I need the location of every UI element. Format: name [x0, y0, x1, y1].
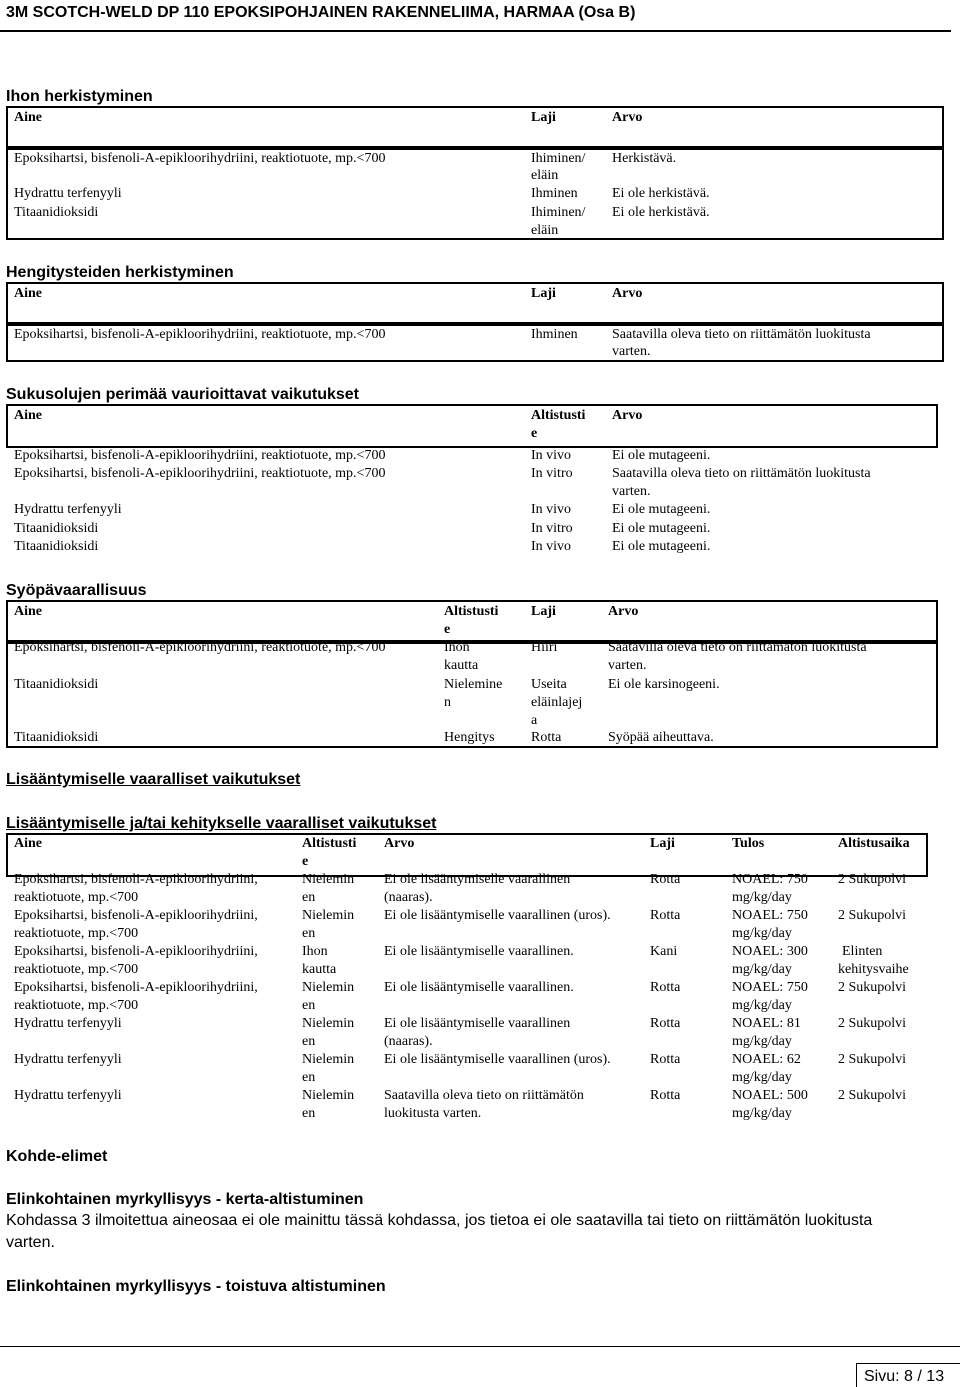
reproductive-row-tulos: NOAEL: 500: [732, 1088, 808, 1103]
reproductive-row-laji: Rotta: [650, 908, 681, 923]
reproductive-col-altistus: e: [302, 854, 309, 869]
single-exposure-text: varten.: [6, 1234, 55, 1251]
reproductive-row-altistus: Ihon: [302, 944, 328, 959]
reproductive-row-altistus: en: [302, 890, 316, 905]
reproductive-row-laji: Rotta: [650, 1088, 681, 1103]
reproductive-row-arvo: Ei ole lisääntymiselle vaarallinen: [384, 1016, 571, 1031]
carcinogenicity-row-altistus: Hengitys: [444, 730, 495, 745]
reproductive-row-tulos: mg/kg/day: [732, 962, 792, 977]
reproductive-row-altistus: en: [302, 998, 316, 1013]
carcinogenicity-row-arvo: Ei ole karsinogeeni.: [608, 677, 720, 692]
reproductive-row-altistus: Nielemin: [302, 1052, 355, 1067]
reproductive-row-aine: Epoksihartsi, bisfenoli-A-epikloorihydriini,: [14, 908, 258, 923]
skin-row-arvo: Ei ole herkistävä.: [612, 186, 710, 201]
reproductive-row-aine: reaktiotuote, mp.<700: [14, 962, 139, 977]
mutagenicity-col-altistus: e: [531, 426, 538, 441]
carcinogenicity-col-altistus: e: [444, 622, 451, 637]
skin-row-arvo: Ei ole herkistävä.: [612, 205, 710, 220]
skin-col-laji: Laji: [531, 110, 556, 125]
reproductive-row-arvo: Ei ole lisääntymiselle vaarallinen: [384, 872, 571, 887]
carcinogenicity-col-aine: Aine: [14, 604, 42, 619]
mutagenicity-heading: Sukusolujen perimää vaurioittavat vaikutukset: [6, 386, 360, 403]
carcinogenicity-row-laji: eläinlajej: [531, 695, 583, 710]
reproductive-row-laji: Rotta: [650, 872, 681, 887]
mutagenicity-row-altistus: In vitro: [531, 521, 573, 536]
reproductive-col-laji: Laji: [650, 836, 675, 851]
reproductive-row-aine: reaktiotuote, mp.<700: [14, 926, 139, 941]
respiratory-col-laji: Laji: [531, 286, 556, 301]
reproductive-row-tulos: NOAEL: 62: [732, 1052, 801, 1067]
carcinogenicity-col-arvo: Arvo: [608, 604, 639, 619]
reproductive-row-tulos: NOAEL: 750: [732, 908, 808, 923]
carcinogenicity-row-aine: Titaanidioksidi: [14, 730, 99, 745]
reproductive-row-tulos: NOAEL: 81: [732, 1016, 801, 1031]
mutagenicity-col-arvo: Arvo: [612, 408, 643, 423]
respiratory-row-arvo: Saatavilla oleva tieto on riittämätön luokitusta: [612, 327, 871, 342]
mutagenicity-row-arvo: varten.: [612, 484, 651, 499]
reproductive-col-tulos: Tulos: [732, 836, 765, 851]
reproductive-row-arvo: Ei ole lisääntymiselle vaarallinen (uros).: [384, 1052, 611, 1067]
respiratory-col-arvo: Arvo: [612, 286, 643, 301]
respiratory-row-arvo: varten.: [612, 344, 651, 359]
carcinogenicity-row-altistus: Ihon: [444, 640, 470, 655]
target-organs-heading: Kohde-elimet: [6, 1148, 108, 1165]
mutagenicity-row-arvo: Saatavilla oleva tieto on riittämätön luokitusta: [612, 466, 871, 481]
mutagenicity-row-aine: Hydrattu terfenyyli: [14, 502, 122, 517]
mutagenicity-col-altistus: Altistusti: [531, 408, 586, 423]
reproductive-row-aika: 2 Sukupolvi: [838, 980, 907, 995]
reproductive-row-altistus: kautta: [302, 962, 337, 977]
reproductive-row-tulos: NOAEL: 750: [732, 980, 808, 995]
total-pages: 13: [926, 1368, 945, 1385]
mutagenicity-row-altistus: In vivo: [531, 502, 572, 517]
carcinogenicity-row-laji: Rotta: [531, 730, 562, 745]
carcinogenicity-row-aine: Epoksihartsi, bisfenoli-A-epikloorihydriini, reaktiotuote, mp.<700: [14, 640, 386, 655]
reproductive-row-altistus: en: [302, 1034, 316, 1049]
reproductive-row-tulos: NOAEL: 300: [732, 944, 808, 959]
mutagenicity-row-arvo: Ei ole mutageeni.: [612, 448, 711, 463]
respiratory-row-aine: Epoksihartsi, bisfenoli-A-epikloorihydriini, reaktiotuote, mp.<700: [14, 327, 386, 342]
reproductive-row-tulos: mg/kg/day: [732, 1070, 792, 1085]
reproductive-row-laji: Rotta: [650, 980, 681, 995]
reproductive-row-arvo: Ei ole lisääntymiselle vaarallinen (uros).: [384, 908, 611, 923]
reproductive-row-arvo: (naaras).: [384, 890, 433, 905]
reproductive-row-tulos: mg/kg/day: [732, 998, 792, 1013]
skin-col-aine: Aine: [14, 110, 42, 125]
mutagenicity-row-altistus: In vitro: [531, 466, 573, 481]
carcinogenicity-col-altistus: Altistusti: [444, 604, 499, 619]
single-exposure-heading: Elinkohtainen myrkyllisyys - kerta-altistuminen: [6, 1191, 364, 1208]
reproductive-col-aika: Altistusaika: [838, 836, 910, 851]
respiratory-row-laji: Ihminen: [531, 327, 578, 342]
reproductive-row-aika: 2 Sukupolvi: [838, 1016, 907, 1031]
reproductive-row-aine: reaktiotuote, mp.<700: [14, 890, 139, 905]
page-separator: /: [917, 1368, 922, 1385]
reproductive-row-aika: 2 Sukupolvi: [838, 1052, 907, 1067]
reproductive-row-arvo: luokitusta varten.: [384, 1106, 482, 1121]
reproductive-row-arvo: Saatavilla oleva tieto on riittämätön: [384, 1088, 584, 1103]
reproductive-row-tulos: mg/kg/day: [732, 890, 792, 905]
reproductive-row-tulos: NOAEL: 750: [732, 872, 808, 887]
reproductive-row-aika: Elinten: [842, 944, 883, 959]
carcinogenicity-row-arvo: varten.: [608, 658, 647, 673]
reproductive-row-aika: 2 Sukupolvi: [838, 1088, 907, 1103]
repeated-exposure-heading: Elinkohtainen myrkyllisyys - toistuva altistuminen: [6, 1278, 386, 1295]
reproductive-row-altistus: Nielemin: [302, 980, 355, 995]
skin-row-laji: Ihminen: [531, 186, 578, 201]
skin-col-arvo: Arvo: [612, 110, 643, 125]
carcinogenicity-row-aine: Titaanidioksidi: [14, 677, 99, 692]
reproductive-heading: Lisääntymiselle vaaralliset vaikutukset: [6, 771, 301, 788]
reproductive-row-altistus: Nielemin: [302, 1088, 355, 1103]
carcinogenicity-col-laji: Laji: [531, 604, 556, 619]
page-number: [864, 1368, 944, 1386]
reproductive-row-laji: Rotta: [650, 1052, 681, 1067]
carcinogenicity-row-laji: Useita: [531, 677, 567, 692]
mutagenicity-row-aine: Epoksihartsi, bisfenoli-A-epikloorihydriini, reaktiotuote, mp.<700: [14, 448, 386, 463]
reproductive-row-aine: Hydrattu terfenyyli: [14, 1052, 122, 1067]
reproductive-row-aika: kehitysvaihe: [838, 962, 909, 977]
reproductive-col-arvo: Arvo: [384, 836, 415, 851]
skin-sensitization-heading: Ihon herkistyminen: [6, 88, 153, 105]
reproductive-row-altistus: Nielemin: [302, 1016, 355, 1031]
reproductive-row-aine: Hydrattu terfenyyli: [14, 1088, 122, 1103]
reproductive-row-aine: Epoksihartsi, bisfenoli-A-epikloorihydriini,: [14, 944, 258, 959]
reproductive-row-altistus: Nielemin: [302, 908, 355, 923]
skin-row-laji: eläin: [531, 223, 559, 238]
respiratory-sensitization-heading: Hengitysteiden herkistyminen: [6, 264, 234, 281]
document-title: 3M SCOTCH-WELD DP 110 EPOKSIPOHJAINEN RAKENNELIIMA, HARMAA (Osa B): [6, 4, 636, 21]
reproductive-row-altistus: en: [302, 1106, 316, 1121]
skin-row-arvo: Herkistävä.: [612, 151, 677, 166]
skin-row-laji: Ihiminen/: [531, 205, 586, 220]
skin-row-aine: Titaanidioksidi: [14, 205, 99, 220]
single-exposure-text: Kohdassa 3 ilmoitettua aineosaa ei ole mainittu tässä kohdassa, jos tietoa ei ole saatavilla tai tieto on riittämätön luokitusta: [6, 1212, 873, 1229]
reproductive-row-aika: 2 Sukupolvi: [838, 872, 907, 887]
reproductive-col-aine: Aine: [14, 836, 42, 851]
reproductive-row-altistus: Nielemin: [302, 872, 355, 887]
reproductive-col-altistus: Altistusti: [302, 836, 357, 851]
carcinogenicity-row-arvo: Saatavilla oleva tieto on riittämätön luokitusta: [608, 640, 867, 655]
mutagenicity-row-aine: Titaanidioksidi: [14, 539, 99, 554]
carcinogenicity-row-altistus: kautta: [444, 658, 479, 673]
reproductive-row-arvo: Ei ole lisääntymiselle vaarallinen.: [384, 944, 574, 959]
page-label: Sivu:: [864, 1368, 900, 1385]
carcinogenicity-row-laji: Hiiri: [531, 640, 558, 655]
carcinogenicity-heading: Syöpävaarallisuus: [6, 582, 147, 599]
skin-table-header-box: [6, 106, 944, 150]
mutagenicity-row-arvo: Ei ole mutageeni.: [612, 539, 711, 554]
carcinogenicity-row-laji: a: [531, 713, 538, 728]
reproductive-subheading: Lisääntymiselle ja/tai kehitykselle vaaralliset vaikutukset: [6, 815, 437, 832]
mutagenicity-row-altistus: In vivo: [531, 448, 572, 463]
reproductive-row-altistus: en: [302, 926, 316, 941]
mutagenicity-row-aine: Titaanidioksidi: [14, 521, 99, 536]
current-page: 8: [904, 1368, 913, 1385]
reproductive-row-aine: Epoksihartsi, bisfenoli-A-epikloorihydriini,: [14, 872, 258, 887]
mutagenicity-row-aine: Epoksihartsi, bisfenoli-A-epikloorihydriini, reaktiotuote, mp.<700: [14, 466, 386, 481]
mutagenicity-col-aine: Aine: [14, 408, 42, 423]
reproductive-row-aine: Epoksihartsi, bisfenoli-A-epikloorihydriini,: [14, 980, 258, 995]
skin-row-laji: eläin: [531, 168, 559, 183]
carcinogenicity-row-arvo: Syöpää aiheuttava.: [608, 730, 714, 745]
mutagenicity-row-arvo: Ei ole mutageeni.: [612, 502, 711, 517]
reproductive-row-arvo: (naaras).: [384, 1034, 433, 1049]
reproductive-row-aine: reaktiotuote, mp.<700: [14, 998, 139, 1013]
mutagenicity-table-header-box: [6, 404, 938, 448]
reproductive-row-tulos: mg/kg/day: [732, 1106, 792, 1121]
reproductive-row-laji: Kani: [650, 944, 678, 959]
skin-row-laji: Ihiminen/: [531, 151, 586, 166]
respiratory-col-aine: Aine: [14, 286, 42, 301]
reproductive-row-aika: 2 Sukupolvi: [838, 908, 907, 923]
respiratory-table-header-box: [6, 282, 944, 326]
reproductive-row-tulos: mg/kg/day: [732, 1034, 792, 1049]
mutagenicity-row-altistus: In vivo: [531, 539, 572, 554]
skin-row-aine: Epoksihartsi, bisfenoli-A-epikloorihydriini, reaktiotuote, mp.<700: [14, 151, 386, 166]
carcinogenicity-row-altistus: Nielemine: [444, 677, 503, 692]
reproductive-row-tulos: mg/kg/day: [732, 926, 792, 941]
carcinogenicity-row-altistus: n: [444, 695, 451, 710]
skin-row-aine: Hydrattu terfenyyli: [14, 186, 122, 201]
footer-divider: [0, 1346, 960, 1347]
reproductive-row-laji: Rotta: [650, 1016, 681, 1031]
document-header: [0, 0, 951, 32]
reproductive-row-arvo: Ei ole lisääntymiselle vaarallinen.: [384, 980, 574, 995]
mutagenicity-row-arvo: Ei ole mutageeni.: [612, 521, 711, 536]
reproductive-row-aine: Hydrattu terfenyyli: [14, 1016, 122, 1031]
reproductive-row-altistus: en: [302, 1070, 316, 1085]
